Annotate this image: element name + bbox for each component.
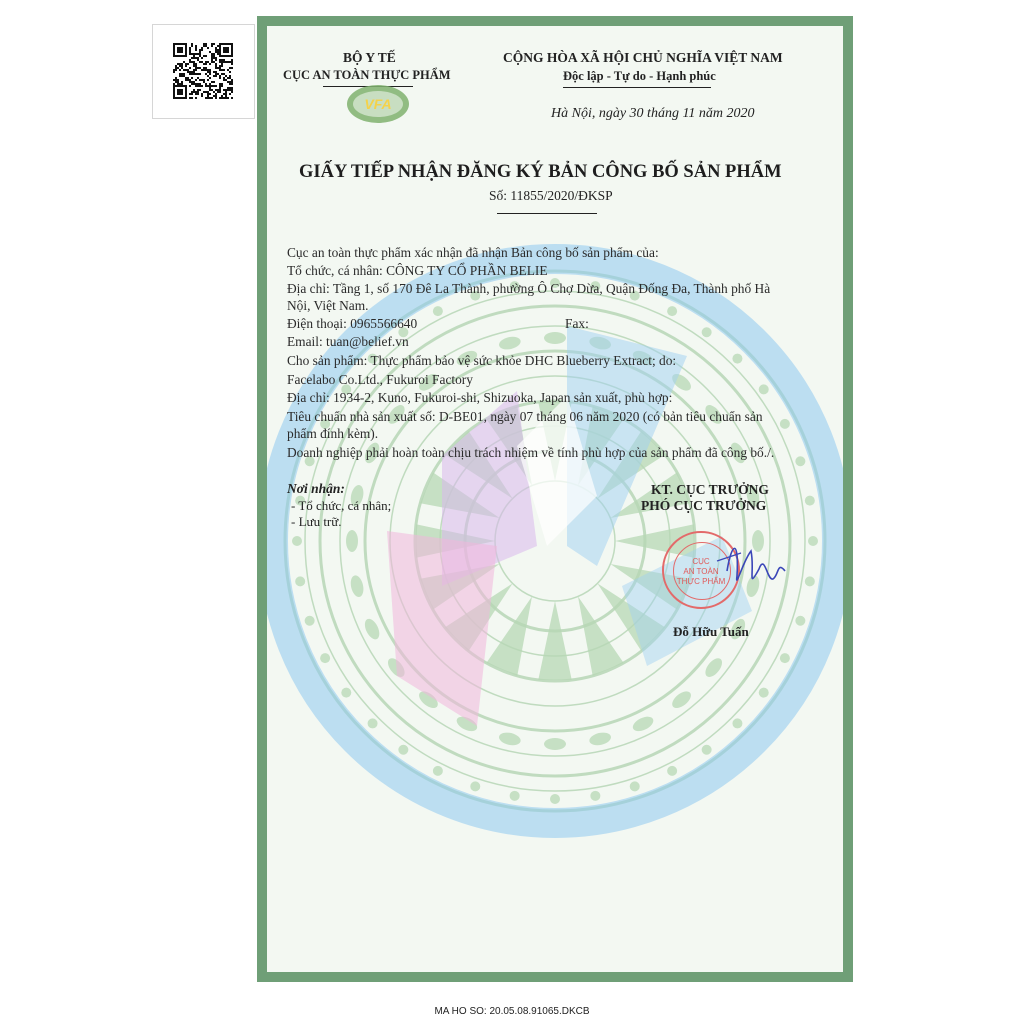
divider [497,213,597,214]
ministry-name: BỘ Y TẾ [343,50,396,65]
body-line: Điện thoại: 0965566640 [287,316,418,331]
body-line: phẩm đính kèm). [287,426,379,441]
agency-name: CỤC AN TOÀN THỰC PHẨM [283,68,451,82]
fax-label: Fax: [565,316,589,331]
body-line: Email: tuan@belief.vn [287,334,409,349]
body-line: Doanh nghiệp phải hoàn toàn chịu trách nhiệm về tính phù hợp của sản phẩm đã công bố./. [287,445,775,460]
place-date: Hà Nội, ngày 30 tháng 11 năm 2020 [551,106,755,121]
official-stamp: CỤC AN TOÀN THỰC PHẨM [662,531,740,609]
qr-code-panel [152,24,255,119]
body-line: Địa chỉ: Tầng 1, số 170 Đê La Thành, phường Ô Chợ Dừa, Quận Đống Đa, Thành phố Hà [287,281,771,296]
body-line: Tổ chức, cá nhân: CÔNG TY CỔ PHẦN BELIE [287,263,548,278]
body-line: Địa chỉ: 1934-2, Kuno, Fukuroi-shi, Shizuoka, Japan sản xuất, phù hợp: [287,390,673,405]
body-line: Facelabo Co.Ltd., Fukuroi Factory [287,372,473,387]
recipients-heading: Nơi nhận: [287,481,345,496]
document-number: Số: 11855/2020/ĐKSP [489,188,613,203]
divider [563,87,711,88]
signer-title: KT. CỤC TRƯỞNG [651,482,769,497]
certificate-page [267,26,843,972]
dossier-code: MA HO SO: 20.05.08.91065.DKCB [434,1006,590,1017]
vfa-logo [345,82,411,126]
certificate-frame [257,16,853,982]
handwritten-signature [707,531,807,601]
motto: Độc lập - Tự do - Hạnh phúc [563,69,716,83]
body-line: Nội, Việt Nam. [287,298,369,313]
republic-name: CỘNG HÒA XÃ HỘI CHỦ NGHĨA VIỆT NAM [503,50,783,65]
document-title: GIẤY TIẾP NHẬN ĐĂNG KÝ BẢN CÔNG BỐ SẢN PHẨM [299,162,782,182]
signer-subtitle: PHÓ CỤC TRƯỞNG [641,498,767,513]
body-line: Tiêu chuẩn nhà sản xuất số: D-BE01, ngày 07 tháng 06 năm 2020 (có bản tiêu chuẩn sản [287,409,763,424]
svg-text:VFA: VFA [364,96,392,112]
body-line: Cho sản phẩm: Thực phẩm bảo vệ sức khỏe DHC Blueberry Extract; do: [287,353,677,368]
signer-name: Đỗ Hữu Tuấn [673,624,749,639]
recipient-item: - Tổ chức, cá nhân; [291,498,392,513]
qr-code-icon [173,43,233,99]
recipient-item: - Lưu trữ. [291,514,342,529]
body-line: Cục an toàn thực phẩm xác nhận đã nhận Bản công bố sản phẩm của: [287,245,659,260]
